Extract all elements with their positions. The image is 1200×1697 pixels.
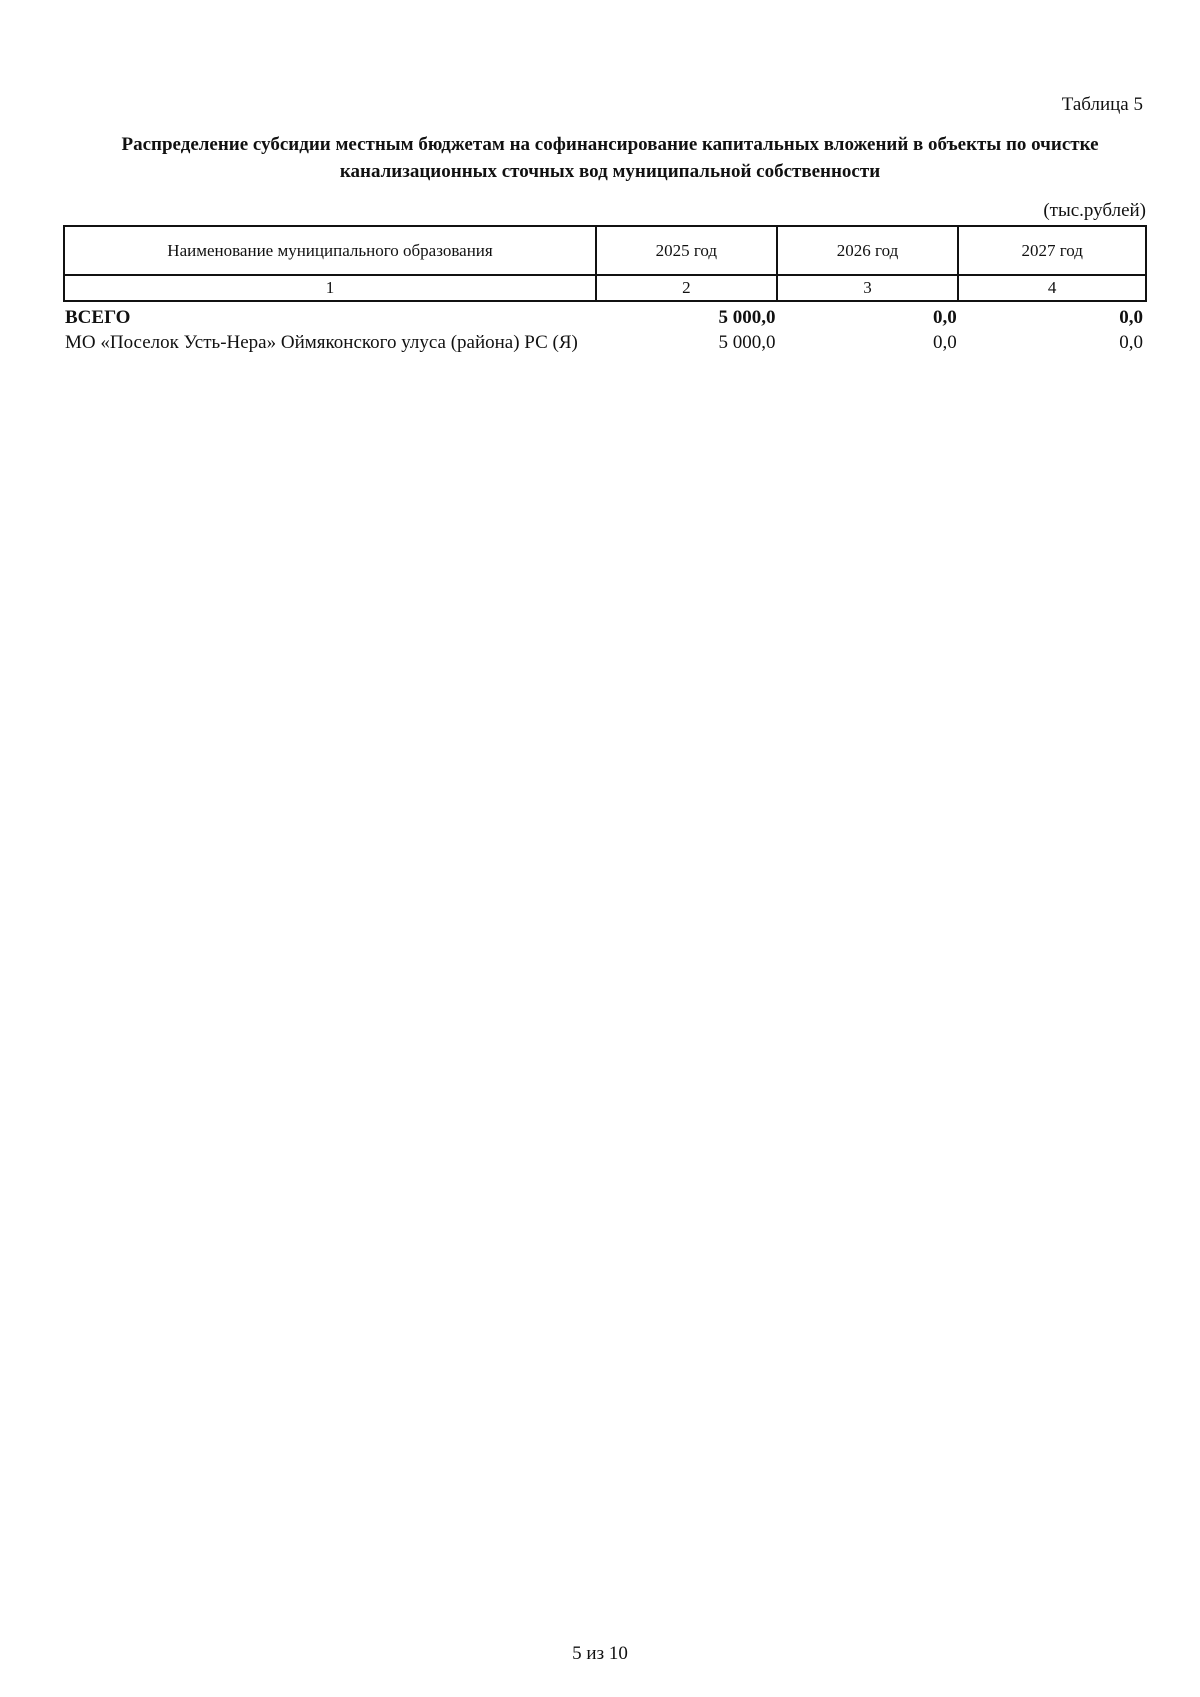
row-value-2027: 0,0 bbox=[1119, 332, 1143, 353]
row-value-2025: 5 000,0 bbox=[718, 332, 776, 353]
row-value-2026: 0,0 bbox=[932, 332, 957, 353]
column-number-3: 3 bbox=[777, 275, 959, 301]
column-number-4: 4 bbox=[958, 275, 1146, 301]
page-number: 5 из 10 bbox=[572, 1643, 628, 1664]
table-body bbox=[65, 305, 1147, 355]
column-header-name: Наименование муниципального образования bbox=[64, 226, 596, 275]
units-label: (тыс.рублей) bbox=[1043, 200, 1146, 221]
column-header-2025: 2025 год bbox=[596, 226, 777, 275]
table-header bbox=[63, 225, 1147, 302]
column-header-2027: 2027 год bbox=[958, 226, 1146, 275]
row-value-2026: 0,0 bbox=[932, 307, 957, 328]
title-line-2: канализационных сточных вод муниципальной собственности bbox=[339, 161, 881, 182]
row-name: ВСЕГО bbox=[65, 307, 131, 328]
document-title bbox=[70, 131, 1150, 185]
column-number-1: 1 bbox=[64, 275, 596, 301]
column-number-2: 2 bbox=[596, 275, 777, 301]
column-headers-row bbox=[64, 226, 1146, 275]
column-header-2026: 2026 год bbox=[777, 226, 959, 275]
table-row-total bbox=[65, 305, 1147, 330]
table-label: Таблица 5 bbox=[1061, 94, 1143, 115]
row-name: МО «Поселок Усть-Нера» Оймяконского улуса (района) РС (Я) bbox=[65, 332, 578, 353]
column-numbers-row bbox=[64, 275, 1146, 301]
row-value-2025: 5 000,0 bbox=[718, 307, 776, 328]
table-row bbox=[65, 330, 1147, 355]
row-value-2027: 0,0 bbox=[1119, 307, 1143, 328]
title-line-1: Распределение субсидии местным бюджетам на софинансирование капитальных вложений в объекты по очистке bbox=[121, 134, 1099, 155]
